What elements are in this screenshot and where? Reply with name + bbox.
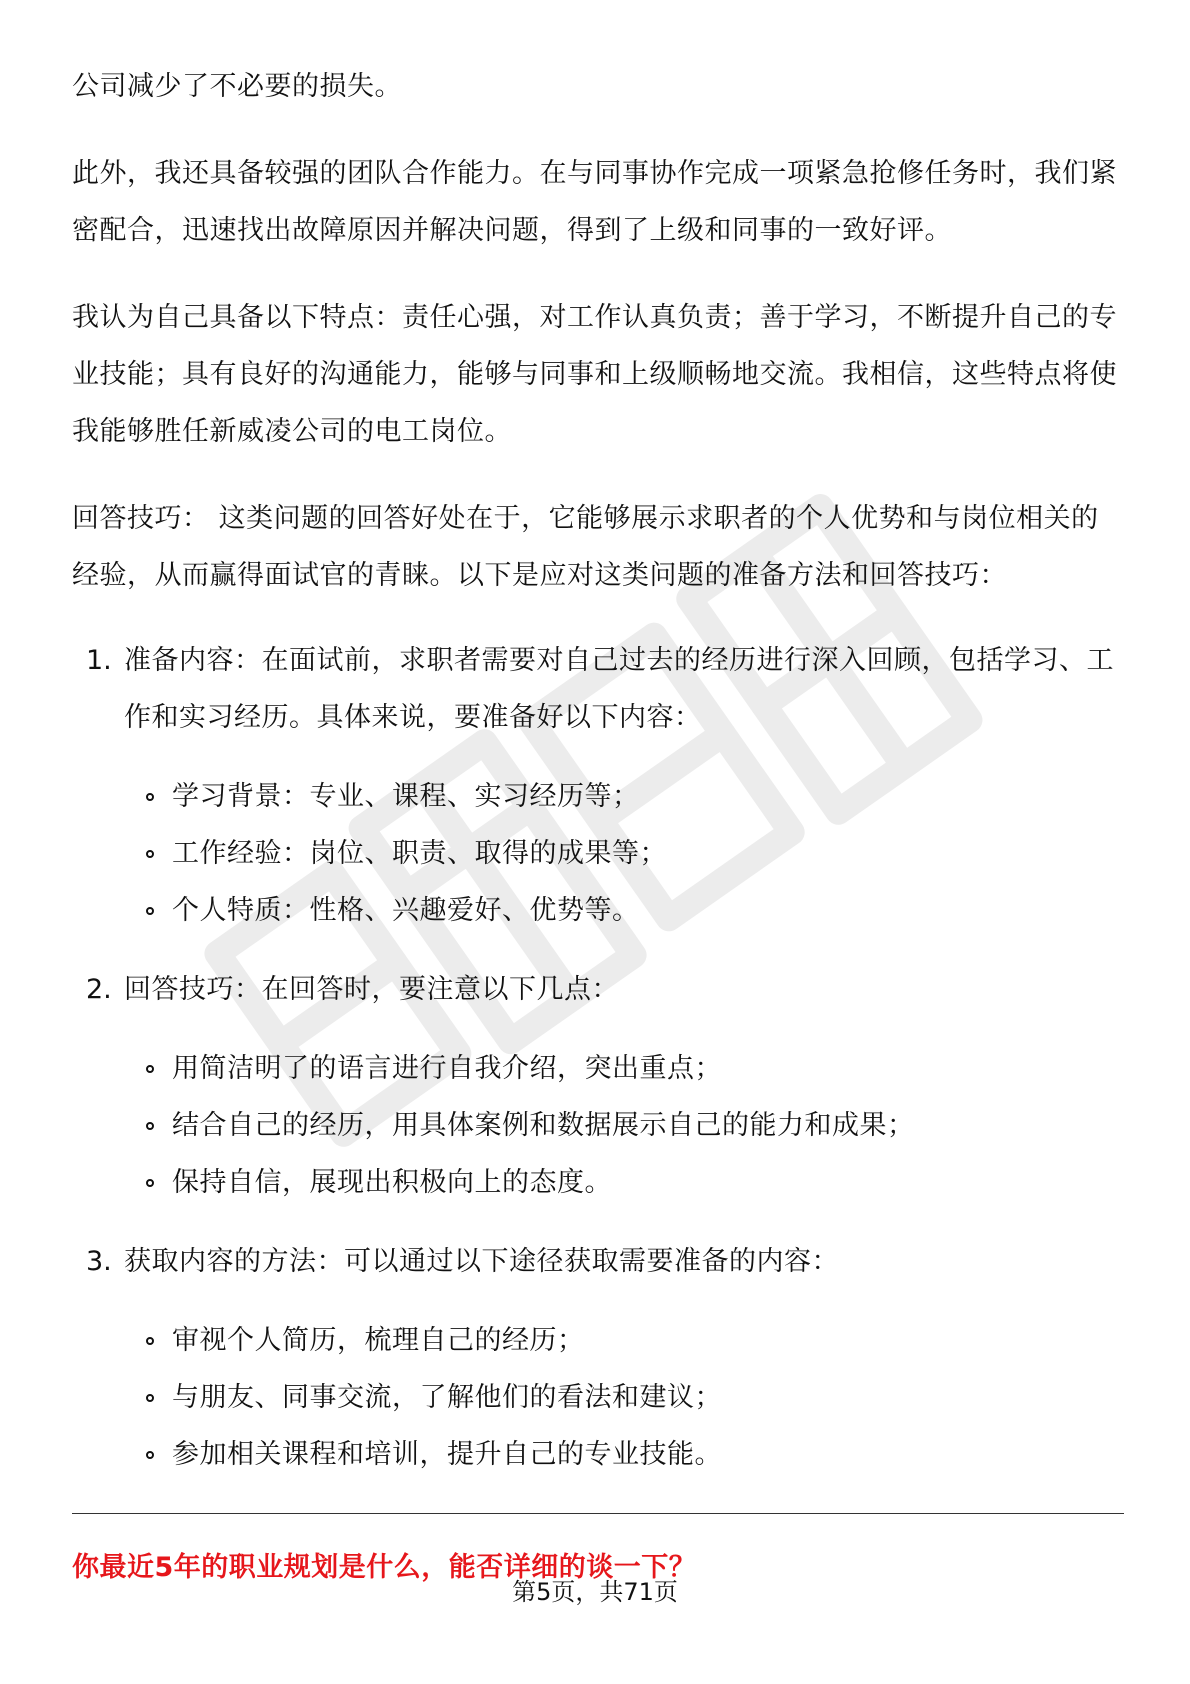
sub-list-item: 学习背景：专业、课程、实习经历等； (124, 768, 1124, 825)
sub-list-item: 工作经验：岗位、职责、取得的成果等； (124, 825, 1124, 882)
list-item (72, 1233, 1124, 1483)
tips-list (72, 632, 1124, 1483)
sub-list-item: 审视个人简历，梳理自己的经历； (124, 1312, 1124, 1369)
paragraph-2: 此外，我还具备较强的团队合作能力。在与同事协作完成一项紧急抢修任务时，我们紧密配合，迅速找出故障原因并解决问题，得到了上级和同事的一致好评。 (72, 158, 1117, 246)
circle-bullet-icon (146, 1451, 154, 1459)
sub-list-item: 参加相关课程和培训，提升自己的专业技能。 (124, 1426, 1124, 1483)
circle-bullet-icon (146, 1122, 154, 1130)
sub-list (124, 1312, 1124, 1483)
section-divider (72, 1513, 1124, 1514)
list-item-text: 回答技巧：在回答时，要注意以下几点： (124, 974, 619, 1005)
list-number: 1. (86, 645, 112, 676)
sub-list-item: 保持自信，展现出积极向上的态度。 (124, 1154, 1124, 1211)
paragraph-3: 我认为自己具备以下特点：责任心强，对工作认真负责；善于学习，不断提升自己的专业技能；具有良好的沟通能力，能够与同事和上级顺畅地交流。我相信，这些特点将使我能够胜任新威凌公司的电工岗位。 (72, 302, 1117, 447)
document-body (72, 58, 1124, 1505)
sub-list (124, 768, 1124, 939)
list-number: 2. (86, 974, 112, 1005)
circle-bullet-icon (146, 793, 154, 801)
circle-bullet-icon (146, 1394, 154, 1402)
list-number: 3. (86, 1246, 112, 1277)
paragraph-1: 公司减少了不必要的损失。 (72, 71, 402, 102)
circle-bullet-icon (146, 850, 154, 858)
sub-list-item: 用简洁明了的语言进行自我介绍，突出重点； (124, 1040, 1124, 1097)
sub-list-item: 与朋友、同事交流，了解他们的看法和建议； (124, 1369, 1124, 1426)
next-question-heading: 你最近5年的职业规划是什么，能否详细的谈一下？ (72, 1552, 697, 1583)
circle-bullet-icon (146, 907, 154, 915)
sub-list-item: 结合自己的经历，用具体案例和数据展示自己的能力和成果； (124, 1097, 1124, 1154)
list-item (72, 632, 1124, 939)
list-item-text: 准备内容：在面试前，求职者需要对自己过去的经历进行深入回顾，包括学习、工作和实习经历。具体来说，要准备好以下内容： (124, 645, 1114, 733)
list-item (72, 961, 1124, 1211)
page-number: 第5页，共71页 (512, 1578, 678, 1606)
list-item-text: 获取内容的方法：可以通过以下途径获取需要准备的内容： (124, 1246, 839, 1277)
sub-list (124, 1040, 1124, 1211)
circle-bullet-icon (146, 1065, 154, 1073)
circle-bullet-icon (146, 1179, 154, 1187)
circle-bullet-icon (146, 1337, 154, 1345)
paragraph-answer-tips: 回答技巧： 这类问题的回答好处在于，它能够展示求职者的个人优势和与岗位相关的经验，从而赢得面试官的青睐。以下是应对这类问题的准备方法和回答技巧： (72, 503, 1099, 591)
sub-list-item: 个人特质：性格、兴趣爱好、优势等。 (124, 882, 1124, 939)
